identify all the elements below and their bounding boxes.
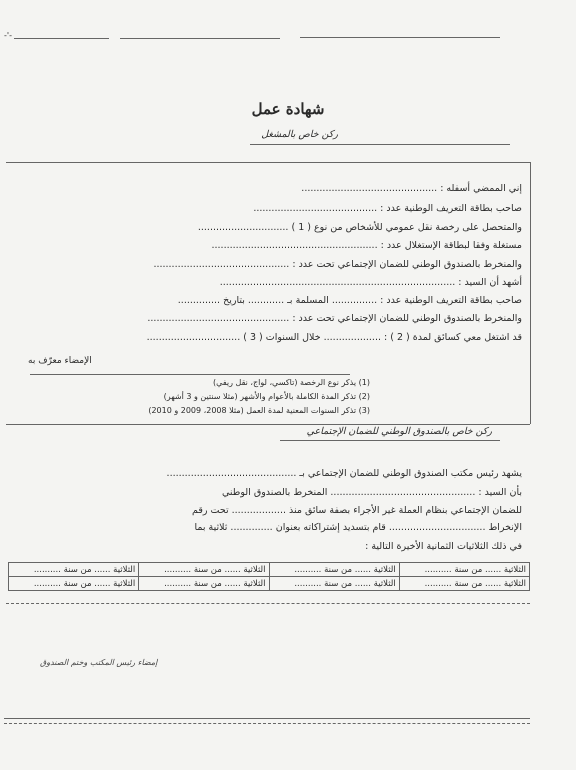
quarters-row <box>9 577 530 591</box>
top-rule-left <box>14 38 109 39</box>
cnss-line-2: بأن السيد : ................................................ المنخرط بالصندوق الوطني <box>222 487 522 498</box>
quarters-row <box>9 563 530 577</box>
top-rule-middle <box>120 38 280 39</box>
note-1: (1) يذكر نوع الرخصة (تاكسي، لواج، نقل ريفي) <box>213 378 370 387</box>
section2-heading-rule <box>280 440 500 441</box>
form-line-3: والمتحصل على رخصة نقل عمومي للأشخاص من نوع ( 1 ) .............................. <box>197 222 522 233</box>
signature-label: الإمضاء معرّف به <box>28 356 92 366</box>
quarter-cell: الثلاثية ...... من سنة .......... <box>269 563 399 577</box>
form-line-5: والمنخرط بالصندوق الوطني للضمان الإجتماعي تحت عدد : ............................................. <box>153 259 522 270</box>
form-line-6: أشهد أن السيد : .............................................................................. <box>219 277 522 288</box>
section1-top-border <box>6 162 530 163</box>
table-bottom-dash <box>6 603 530 604</box>
quarter-cell: الثلاثية ...... من سنة .......... <box>399 577 529 591</box>
form-line-8: والمنخرط بالصندوق الوطني للضمان الإجتماعي تحت عدد : ............................................... <box>147 313 522 324</box>
office-signature-label: إمضاء رئيس المكتب وختم الصندوق <box>40 658 158 667</box>
cnss-line-1: يشهد رئيس مكتب الصندوق الوطني للضمان الإجتماعي بـ ........................................... <box>166 468 522 479</box>
section1-heading-rule <box>250 144 510 145</box>
quarters-table <box>8 562 530 591</box>
bottom-rule <box>4 718 530 719</box>
notes-separator <box>30 374 350 375</box>
form-line-4: مستغلة وفقا لبطاقة الإستغلال عدد : ....................................................... <box>211 240 522 251</box>
section1-right-border <box>530 162 531 424</box>
cnss-line-3: للضمان الإجتماعي بنظام العملة غير الأجراء بصفة سائق منذ .................. تحت رقم <box>192 505 522 516</box>
form-line-2: صاحب بطاقة التعريف الوطنية عدد : ......................................... <box>253 203 522 214</box>
bottom-dash <box>4 723 530 724</box>
header-mark: -'- <box>4 31 12 40</box>
top-rule-right <box>300 37 500 38</box>
quarter-cell: الثلاثية ...... من سنة .......... <box>139 563 269 577</box>
form-line-9: قد اشتغل معي كسائق لمدة ( 2 ) : ................... خلال السنوات ( 3 ) ............................... <box>146 332 522 343</box>
form-line-1: إني الممضي أسفله : ............................................. <box>301 183 522 194</box>
quarter-cell: الثلاثية ...... من سنة .......... <box>9 563 139 577</box>
cnss-line-4: الإنخراط ................................ قام بتسديد إشتراكاته بعنوان .............. ثلاثية بما <box>194 522 522 533</box>
cnss-line-5: في ذلك الثلاثيات الثمانية الأخيرة التالية : <box>365 541 522 552</box>
form-line-7: صاحب بطاقة التعريف الوطنية عدد : ............... المسلمة بـ ............ بتاريخ .............. <box>177 295 522 306</box>
section2-heading: ركن خاص بالصندوق الوطني للضمان الإجتماعي <box>306 426 492 437</box>
section1-bottom-border <box>6 424 530 425</box>
document-title: شهادة عمل <box>251 100 325 118</box>
note-3: (3) تذكر السنوات المعنية لمدة العمل (مثلا 2008، 2009 و 2010) <box>148 406 370 415</box>
quarter-cell: الثلاثية ...... من سنة .......... <box>139 577 269 591</box>
quarter-cell: الثلاثية ...... من سنة .......... <box>269 577 399 591</box>
section1-heading: ركن خاص بالمشغل <box>261 129 338 140</box>
quarter-cell: الثلاثية ...... من سنة .......... <box>399 563 529 577</box>
quarter-cell: الثلاثية ...... من سنة .......... <box>9 577 139 591</box>
note-2: (2) تذكر المدة الكاملة بالأعوام والأشهر (مثلا سنتين و 3 أشهر) <box>163 392 370 401</box>
